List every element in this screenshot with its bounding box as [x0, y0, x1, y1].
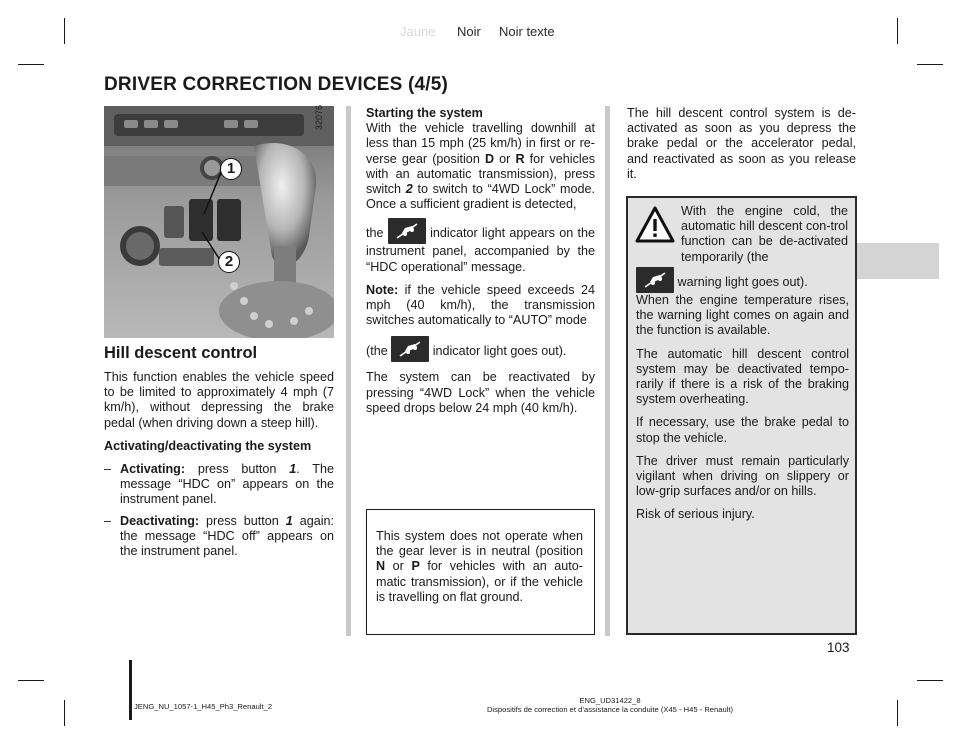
info-box: [366, 509, 595, 635]
gear-position: P: [411, 559, 420, 574]
body-text: Risk of serious injury.: [636, 507, 755, 522]
section-title: Hill descent control: [104, 344, 258, 362]
warning-box: [626, 196, 857, 635]
body-text: or: [494, 151, 516, 166]
column-starting: [366, 106, 595, 424]
body-text: warning light goes out).: [674, 275, 808, 289]
crop-mark: [897, 700, 898, 726]
body-text: The hill descent control system is de-activated as soon as you depress the brake pedal or the accelerator pedal, and reactivated as soon as you release it.: [627, 106, 856, 181]
gear-position: N: [376, 559, 386, 574]
body-text: the: [366, 226, 384, 241]
header-color-label: Jaune: [400, 24, 436, 39]
body-text: The driver must remain particularly vigilant when driving on slippery or low-grip surfaces and/or on hills.: [636, 453, 849, 499]
body-text: or: [385, 559, 412, 574]
margin-bar: [129, 660, 132, 720]
crop-mark: [64, 18, 65, 44]
bullet-dash: –: [104, 513, 112, 528]
page-title: DRIVER CORRECTION DEVICES (4/5): [104, 74, 449, 95]
header-color-label: Noir: [457, 24, 481, 39]
list-item: [104, 514, 334, 560]
body-text: With the vehicle travelling downhill at less than 15 mph (25 km/h) in first or re-verse gear (position: [366, 121, 595, 166]
crop-mark: [917, 680, 943, 681]
body-text: This system does not operate when the gear lever is in neutral (position: [376, 529, 583, 559]
callout-2: 2: [218, 251, 240, 273]
footer-title: Dispositifs de correction et d’assistance la conduite (X45 - H45 - Renault): [486, 705, 734, 714]
header-color-label: Noir texte: [499, 24, 555, 39]
bullet-label: Deactivating:: [120, 513, 200, 528]
footer-code: ENG_UD31422_8: [579, 696, 641, 705]
crop-mark: [18, 680, 44, 681]
intro-paragraph: This function enables the vehicle speed to be limited to approximately 4 mph (7 km/h), without depressing the brake pedal (when driving down a steep hill).: [104, 370, 334, 430]
subheading: Activating/deactivating the system: [104, 438, 312, 453]
crop-mark: [897, 18, 898, 44]
body-text: indicator light appears on the instrument panel, accompanied by the “HDC operational” message.: [366, 226, 595, 274]
body-text: (the: [366, 344, 388, 359]
footer-left: JENG_NU_1057-1_H45_Ph3_Renault_2: [134, 702, 273, 711]
body-text: The system can be reactivated by pressing “4WD Lock” when the vehicle speed drops below 24 mph (40 km/h).: [366, 370, 595, 415]
note-label: Note:: [366, 282, 399, 297]
hdc-warning-icon: [636, 267, 674, 293]
body-text: If necessary, use the brake pedal to stop the vehicle.: [636, 415, 849, 445]
console-photo: [104, 106, 334, 338]
warning-first-text: With the engine cold, the automatic hill descent con-trol function can be de-activated temporarily (the: [681, 204, 848, 264]
hdc-indicator-icon: [388, 218, 426, 244]
button-ref: 1: [289, 462, 297, 477]
bullet-text: press button: [199, 513, 286, 528]
bullet-text: again: the message “HDC off” appears on the instrument panel.: [120, 513, 335, 559]
warning-triangle-icon: [635, 206, 675, 244]
crop-mark: [917, 64, 943, 65]
body-text: The automatic hill descent control system may be deactivated tempo-rarily if there is a risk of the braking system overheating.: [636, 346, 849, 407]
bullet-label: Activating:: [120, 462, 186, 477]
photo-reference-code: 32076: [314, 104, 324, 130]
body-text: if the vehicle speed exceeds 24 mph (40 km/h), the transmission switches automatically to “AUTO” mode: [366, 282, 595, 328]
bullet-dash: –: [104, 462, 112, 477]
bullet-text: . The message “HDC on” appears on the instrument panel.: [120, 462, 334, 507]
body-text: indicator light goes out).: [429, 344, 567, 359]
column-deactivation: [627, 106, 856, 190]
button-ref: 1: [285, 513, 293, 528]
subheading: Starting the system: [366, 106, 483, 120]
body-text: for vehicles with an automatic transmission), press switch: [366, 151, 595, 197]
body-text: to switch to “4WD Lock” mode. Once a sufficient gradient is detected,: [366, 182, 595, 212]
crop-mark: [18, 64, 44, 65]
hdc-indicator-icon: [391, 336, 429, 362]
body-text: When the engine temperature rises, the warning light comes on again and the function is available.: [636, 293, 849, 338]
switch-ref: 2: [405, 182, 413, 197]
column-divider: [346, 106, 351, 636]
chapter-tab: [857, 243, 939, 279]
column-divider: [605, 106, 610, 636]
callout-1: 1: [220, 158, 242, 180]
console-illustration: [104, 106, 334, 338]
column-hill-descent: [104, 344, 334, 565]
body-text: for vehicles with an auto-matic transmission), or if the vehicle is travelling on flat ground.: [376, 559, 583, 604]
page-number: 103: [827, 640, 850, 655]
gear-position: D: [484, 151, 495, 166]
gear-position: R: [515, 151, 525, 166]
list-item: [104, 462, 334, 508]
bullet-text: press button: [185, 462, 290, 477]
crop-mark: [64, 700, 65, 726]
